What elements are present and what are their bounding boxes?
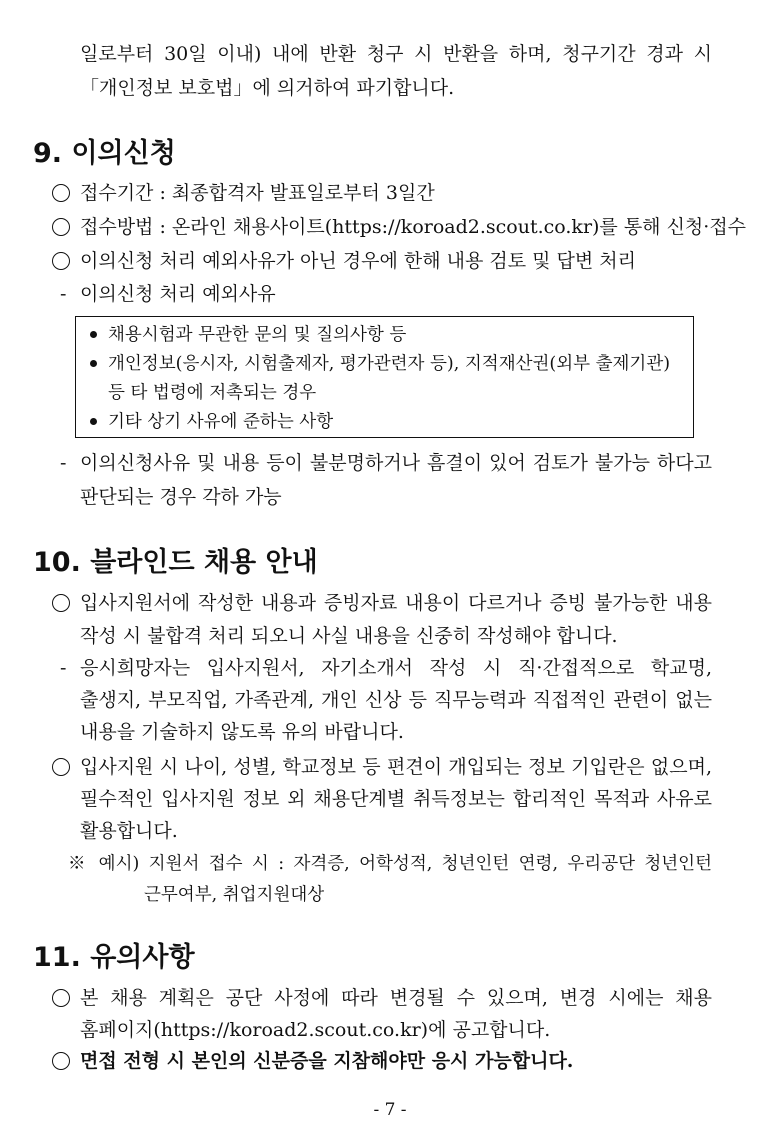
s9-item-2: 접수방법 : 온라인 채용사이트(https://koroad2.scout.co.kr)를 통해 신청·접수 [80, 216, 747, 238]
s10-sub-line-2: 출생지, 부모직업, 가족관계, 개인 신상 등 직무능력과 직접적인 관련이 없는 [80, 689, 712, 711]
box-item-1: 채용시험과 무관한 문의 및 질의사항 등 [108, 325, 407, 345]
circle-bullet-icon [52, 218, 70, 236]
section-9-title: 9. 이의신청 [33, 138, 176, 169]
circle-bullet-icon [52, 184, 70, 202]
circle-bullet-icon [52, 1052, 70, 1070]
dash-bullet: - [60, 283, 67, 305]
s10-item-1-line-2: 작성 시 불합격 처리 되오니 사실 내용을 신중히 작성해야 합니다. [80, 625, 618, 647]
box-item-3: 기타 상기 사유에 준하는 사항 [108, 412, 334, 432]
dash-bullet: - [60, 657, 67, 679]
section-10-title: 10. 블라인드 채용 안내 [33, 547, 318, 578]
dot-bullet-icon [90, 331, 97, 338]
box-item-2-cont: 등 타 법령에 저촉되는 경우 [108, 383, 317, 403]
dot-bullet-icon [90, 418, 97, 425]
intro-line-1: 일로부터 30일 이내) 내에 반환 청구 시 반환을 하며, 청구기간 경과 시 [80, 43, 712, 65]
section-11-title: 11. 유의사항 [33, 942, 195, 973]
s9-note-line-1: 이의신청사유 및 내용 등이 불분명하거나 흠결이 있어 검토가 불가능 하다고 [80, 452, 712, 474]
s9-item-3: 이의신청 처리 예외사유가 아닌 경우에 한해 내용 검토 및 답변 처리 [80, 250, 636, 272]
s9-item-1: 접수기간 : 최종합격자 발표일로부터 3일간 [80, 182, 435, 204]
intro-line-2: 「개인정보 보호법」에 의거하여 파기합니다. [80, 77, 455, 99]
circle-bullet-icon [52, 989, 70, 1007]
s11-item-1-line-1: 본 채용 계획은 공단 사정에 따라 변경될 수 있으며, 변경 시에는 채용 [80, 987, 712, 1009]
box-item-2: 개인정보(응시자, 시험출제자, 평가관련자 등), 지적재산권(외부 출제기관) [108, 354, 671, 374]
circle-bullet-icon [52, 758, 70, 776]
circle-bullet-icon [52, 252, 70, 270]
dash-bullet: - [60, 452, 67, 474]
s10-item-2-line-2: 필수적인 입사지원 정보 외 채용단계별 취득정보는 합리적인 목적과 사유로 [80, 788, 712, 810]
page-number: - 7 - [373, 1100, 407, 1120]
dot-bullet-icon [90, 360, 97, 367]
s9-note-line-2: 판단되는 경우 각하 가능 [80, 486, 282, 508]
s10-item-2-line-1: 입사지원 시 나이, 성별, 학교정보 등 편견이 개입되는 정보 기입란은 없으며, [80, 756, 712, 778]
s10-item-1-line-1: 입사지원서에 작성한 내용과 증빙자료 내용이 다르거나 증빙 불가능한 내용 [80, 592, 712, 614]
s10-sub-line-3: 내용을 기술하지 않도록 유의 바랍니다. [80, 721, 404, 743]
s10-item-2-line-3: 활용합니다. [80, 820, 178, 842]
s10-example-line-1: ※ 예시) 지원서 접수 시 : 자격증, 어학성적, 청년인턴 연령, 우리공단 청년인턴 [68, 854, 712, 874]
s9-exception-heading: 이의신청 처리 예외사유 [80, 283, 276, 305]
s10-sub-line-1: 응시희망자는 입사지원서, 자기소개서 작성 시 직·간접적으로 학교명, [80, 657, 712, 679]
s11-item-1-line-2: 홈페이지(https://koroad2.scout.co.kr)에 공고합니다. [80, 1019, 551, 1041]
exception-box [75, 316, 694, 438]
s10-example-line-2: 근무여부, 취업지원대상 [144, 885, 325, 905]
s11-item-2: 면접 전형 시 본인의 신분증을 지참해야만 응시 가능합니다. [80, 1050, 574, 1072]
circle-bullet-icon [52, 594, 70, 612]
